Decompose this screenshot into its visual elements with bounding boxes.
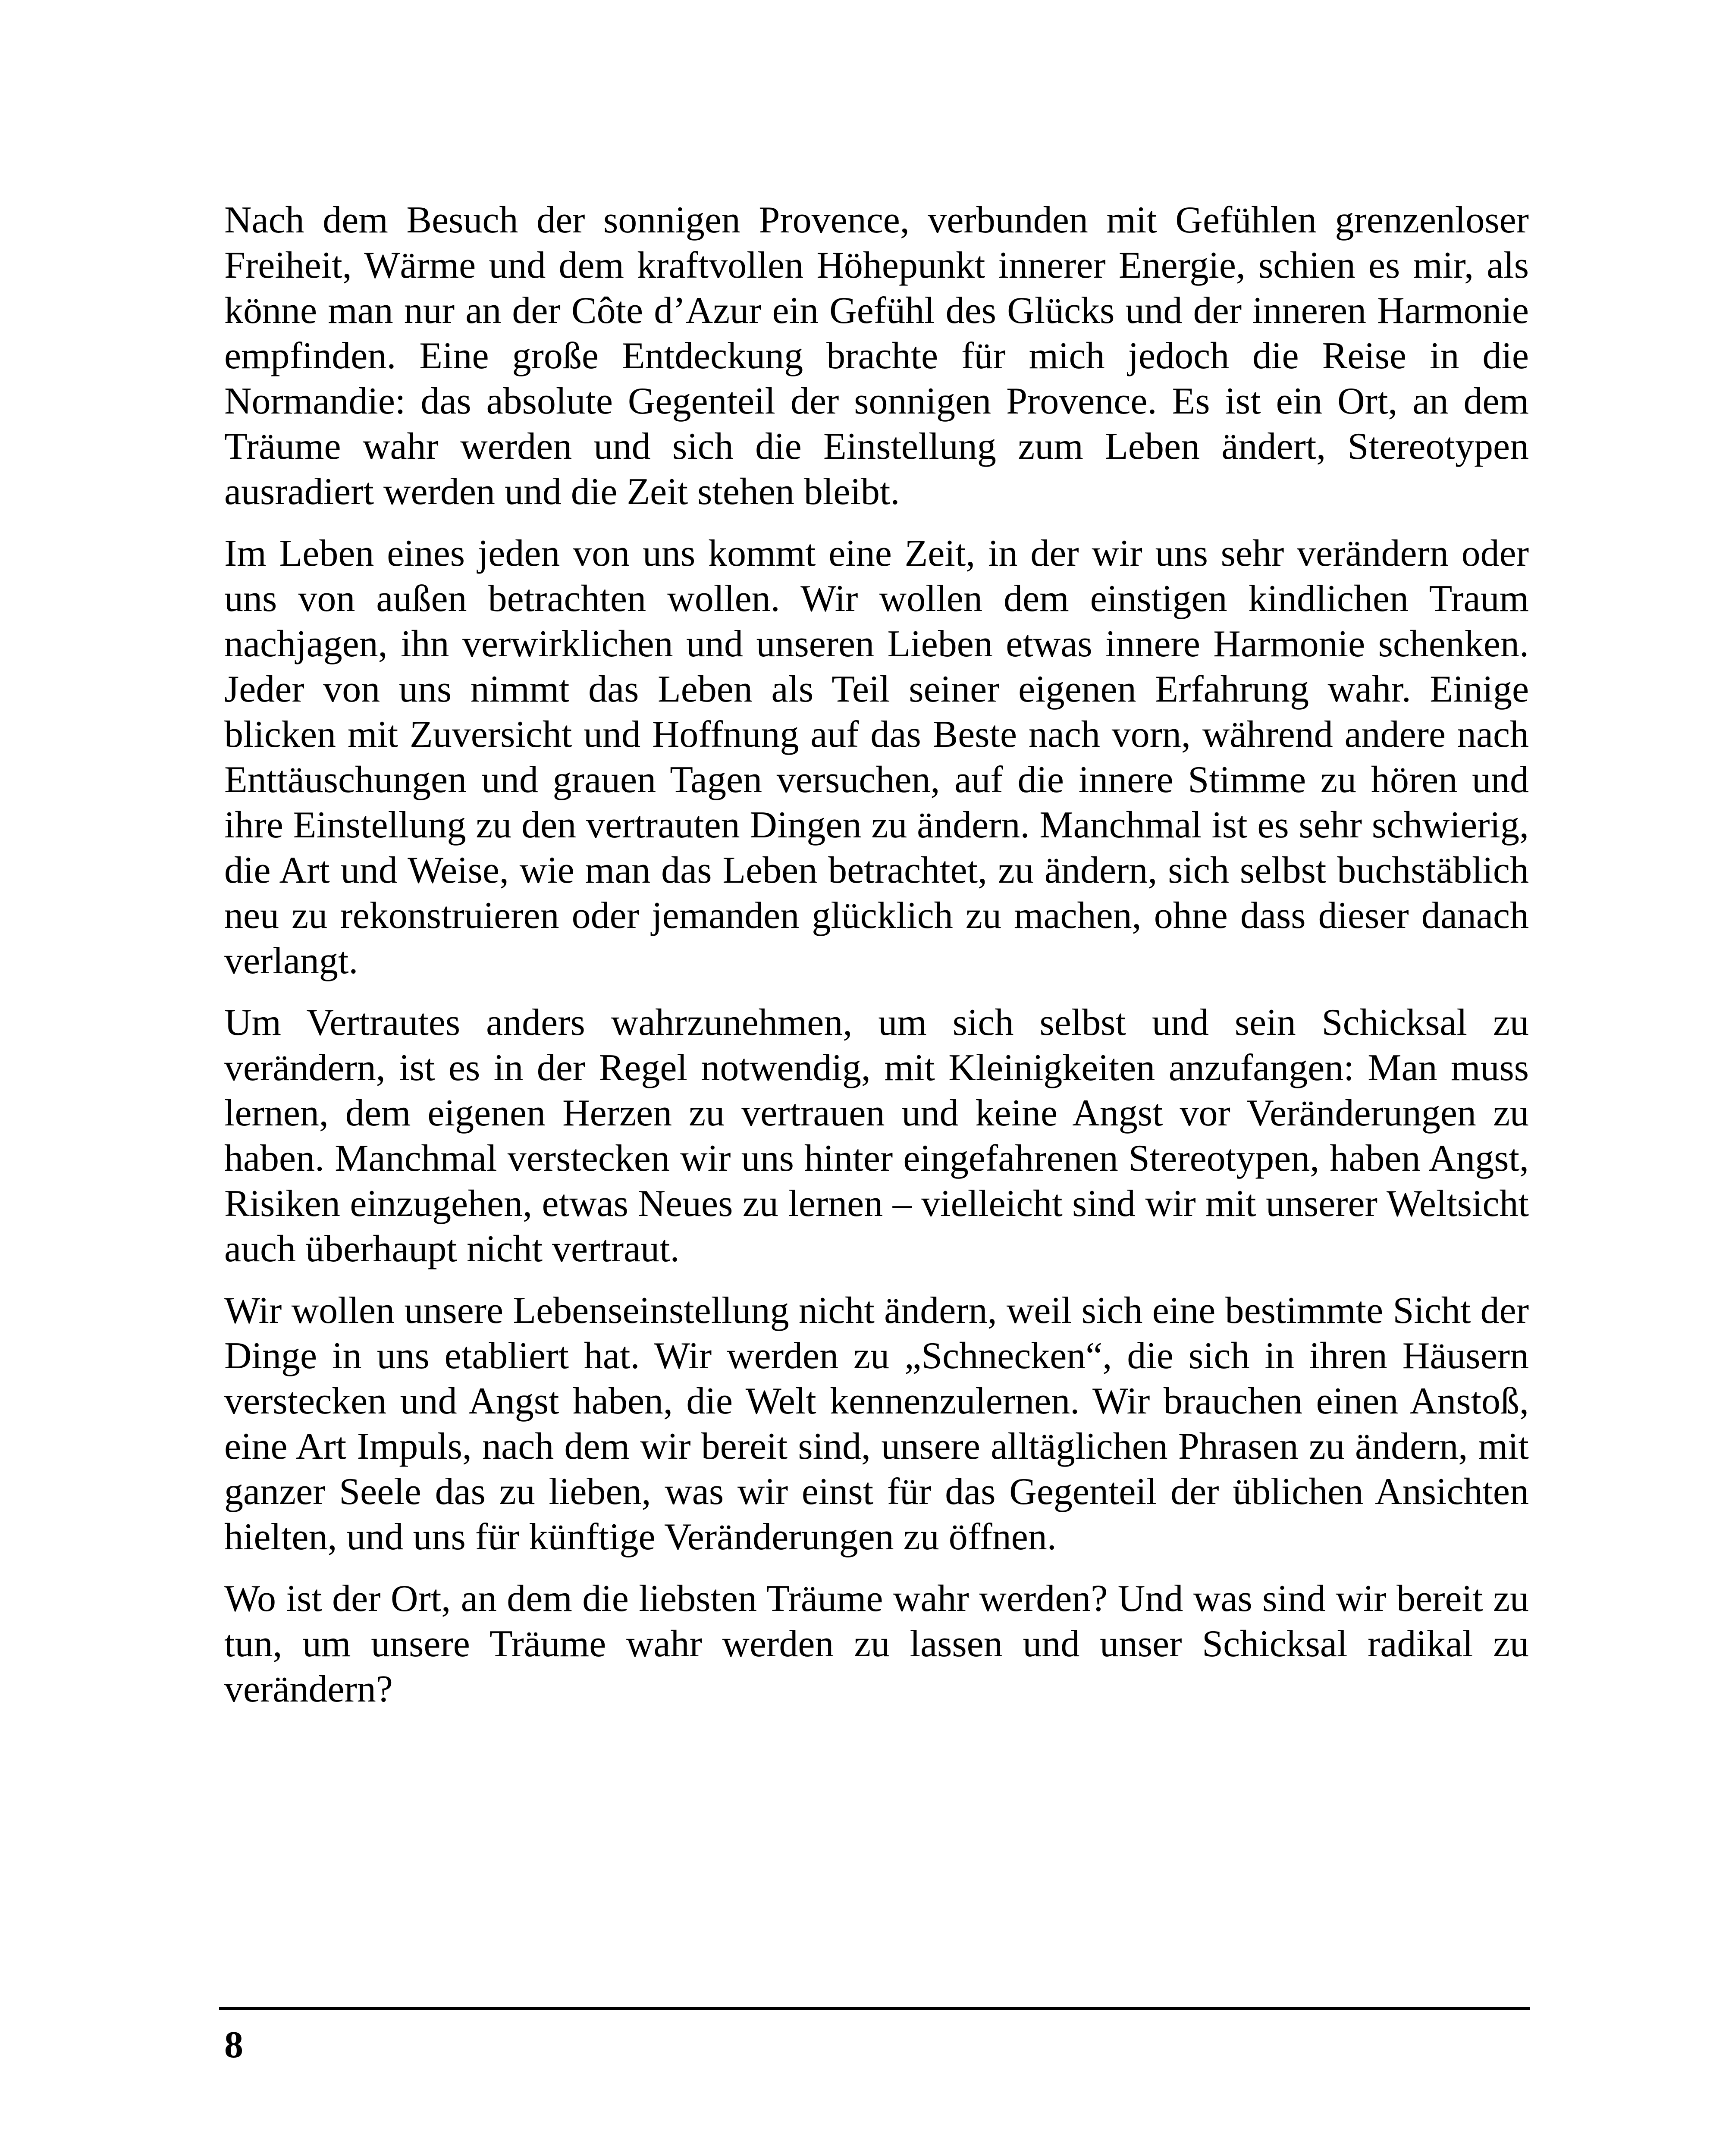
paragraph-2: Im Leben eines jeden von uns kommt eine Zeit, in der wir uns sehr verändern oder uns von außen betrachten wollen. Wir wollen dem einstigen kindlichen Traum nachjagen, ihn verwirklichen und unseren Lieben etwas innere Harmonie schenken. Jeder von uns nimmt das Leben als Teil seiner eigenen Erfahrung wahr. Einige blicken mit Zuversicht und Hoffnung auf das Beste nach vorn, während andere nach Enttäuschungen und grauen Tagen versuchen, auf die innere Stimme zu hören und ihre Einstellung zu den vertrauten Dingen zu ändern. Manchmal ist es sehr schwierig, die Art und Weise, wie man das Leben betrachtet, zu ändern, sich selbst buchstäblich neu zu rekonstruieren oder jemanden glücklich zu machen, ohne dass dieser danach verlangt. (224, 533, 1529, 982)
paragraph-5: Wo ist der Ort, an dem die liebsten Träume wahr werden? Und was sind wir bereit zu tun, um unsere Träume wahr werden zu lassen und unser Schicksal radikal zu verändern? (224, 1578, 1529, 1710)
paragraph-4: Wir wollen unsere Lebenseinstellung nicht ändern, weil sich eine bestimmte Sicht der Dinge in uns etabliert hat. Wir werden zu „Schnecken“, die sich in ihren Häusern verstecken und Angst haben, die Welt kennenzulernen. Wir brauchen einen Anstoß, eine Art Impuls, nach dem wir bereit sind, unsere alltäglichen Phrasen zu ändern, mit ganzer Seele das zu lieben, was wir einst für das Gegenteil der üblichen Ansichten hielten, und uns für künftige Veränderungen zu öffnen. (224, 1290, 1529, 1558)
footer-divider (219, 2007, 1530, 2010)
paragraph-3: Um Vertrautes anders wahrzunehmen, um sich selbst und sein Schicksal zu verändern, ist es in der Regel notwendig, mit Kleinigkeiten anzufangen: Man muss lernen, dem eigenen Herzen zu vertrauen und keine Angst vor Veränderungen zu haben. Manchmal verstecken wir uns hinter eingefahrenen Stereotypen, haben Angst, Risiken einzugehen, etwas Neues zu lernen – vielleicht sind wir mit unserer Weltsicht auch überhaupt nicht vertraut. (224, 1002, 1529, 1270)
page-number: 8 (224, 2024, 243, 2066)
paragraph-1: Nach dem Besuch der sonnigen Provence, verbunden mit Gefühlen grenzenloser Freiheit, Wärme und dem kraftvollen Höhepunkt innerer Energie, schien es mir, als könne man nur an der Côte d’Azur ein Gefühl des Glücks und der inneren Harmonie empfinden. Eine große Entdeckung brachte für mich jedoch die Reise in die Normandie: das absolute Gegenteil der sonnigen Provence. Es ist ein Ort, an dem Träume wahr werden und sich die Einstellung zum Leben ändert, Stereotypen ausradiert werden und die Zeit stehen bleibt. (224, 199, 1529, 513)
body-text (224, 197, 1529, 1728)
